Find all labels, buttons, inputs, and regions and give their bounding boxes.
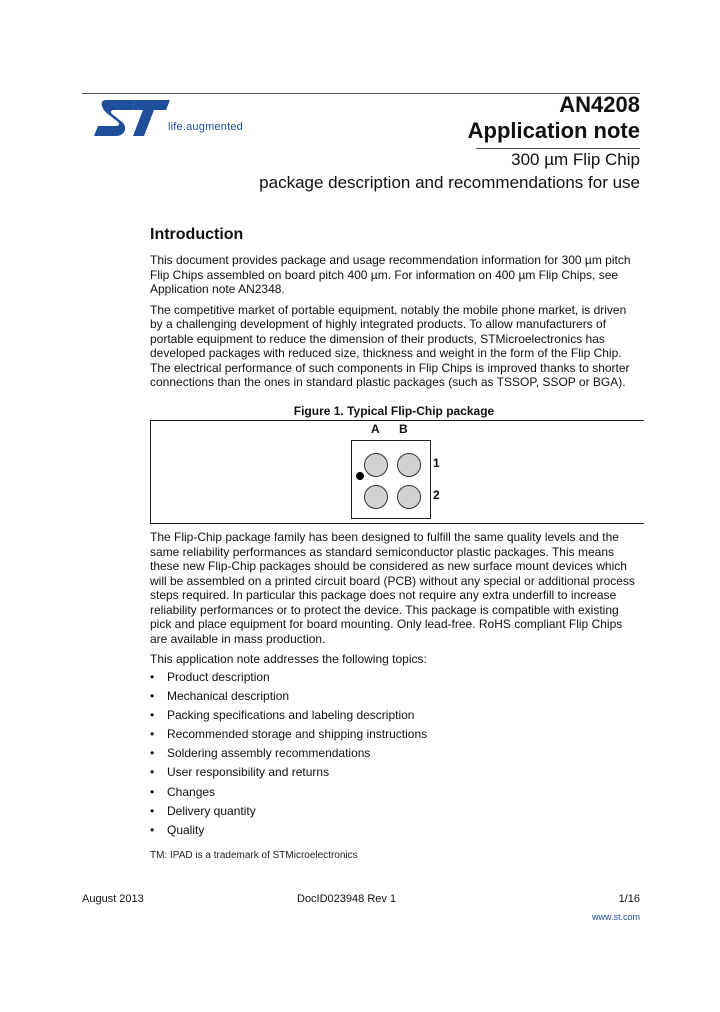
footer-doc-id: DocID023948 Rev 1	[297, 893, 397, 905]
header-rule	[82, 93, 640, 94]
list-item: • User responsibility and returns	[150, 763, 638, 782]
main-content	[150, 226, 638, 840]
footer-page-number: 1/16	[618, 893, 640, 905]
figure-caption: Figure 1. Typical Flip-Chip package	[293, 403, 495, 418]
document-title-line1: 300 µm Flip Chip	[511, 150, 640, 169]
row-label-1: 1	[433, 456, 440, 470]
list-item: • Packing specifications and labeling description	[150, 706, 638, 725]
list-item: • Product description	[150, 668, 638, 687]
row-label-2: 2	[433, 488, 440, 502]
document-title-line2: package description and recommendations for use	[259, 173, 640, 192]
list-item: • Delivery quantity	[150, 802, 638, 821]
brand-tagline: life.augmented	[168, 121, 243, 133]
solder-ball-a2	[364, 485, 388, 509]
flip-chip-figure	[150, 420, 644, 524]
list-item: • Soldering assembly recommendations	[150, 744, 638, 763]
topics-intro: This application note addresses the following topics:	[150, 652, 427, 666]
list-item: • Mechanical description	[150, 687, 638, 706]
footer-date: August 2013	[82, 893, 144, 905]
body-paragraph: The Flip-Chip package family has been designed to fulfill the same quality levels and the same reliability performances as standard semiconductor plastic packages. This means these new Flip-Chip packages should be considered as new surface mount devices which will be assembled on a printed circuit board (PCB) without any special or additional process steps required. In particular this package does not require any extra underfill to increase reliability performances or to protect the device. This package is compatible with existing pick and place equipment for board mounting. Only lead-free. RoHS compliant Flip Chips are available in mass production.	[150, 530, 635, 646]
intro-paragraph-1: This document provides package and usage recommendation information for 300 µm pitch Flip Chips assembled on board pitch 400 µm. For information on 400 µm Flip Chips, see Application note AN2348.	[150, 253, 631, 296]
section-heading: Introduction	[150, 226, 244, 243]
footer-url-link[interactable]: www.st.com	[591, 912, 640, 922]
pin1-marker	[356, 472, 364, 480]
document-type: Application note	[467, 118, 640, 143]
intro-paragraph-2: The competitive market of portable equipment, notably the mobile phone market, is driven by a challenging development of highly integrated products. To allow manufacturers of portable equipment to reduce the dimension of their products, STMicroelectronics has developed packages with reduced size, thickness and weight in the form of the Flip Chip. The electrical performance of such components in Flip Chips is improved thanks to shorter connections than the ones in standard plastic packages (such as TSSOP, SSOP or BGA).	[150, 302, 630, 389]
list-item: • Changes	[150, 783, 638, 802]
document-number: AN4208	[559, 92, 640, 117]
topics-list	[150, 668, 638, 841]
title-rule	[476, 148, 640, 149]
solder-ball-b1	[397, 453, 421, 477]
solder-ball-b2	[397, 485, 421, 509]
list-item: • Recommended storage and shipping instructions	[150, 725, 638, 744]
list-item: • Quality	[150, 821, 638, 840]
column-label-b: B	[399, 422, 408, 436]
solder-ball-a1	[364, 453, 388, 477]
st-logo-icon	[92, 98, 172, 138]
trademark-note: TM: IPAD is a trademark of STMicroelectronics	[150, 850, 358, 861]
column-label-a: A	[371, 422, 380, 436]
chip-outline	[351, 440, 431, 519]
